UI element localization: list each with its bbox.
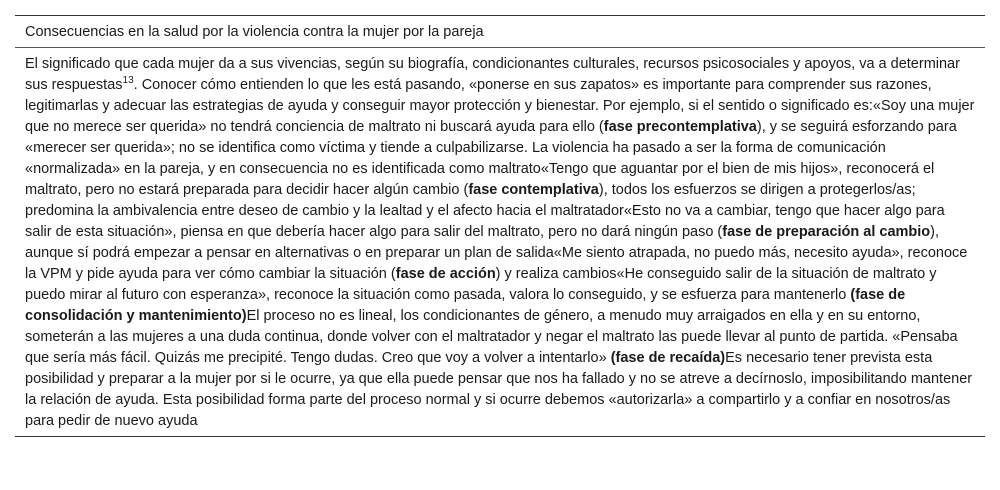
reference-superscript[interactable]: 13 <box>122 75 134 87</box>
body-text-6: ) y realiza cambios«He conseguido salir de la situación de maltrato y puedo mirar al futuro con esperanza», reconoce la situación como pasada, valora lo conseguido, y se esfuerza para mantenerlo <box>25 266 937 303</box>
stage-preparation: fase de preparación al cambio <box>722 224 931 240</box>
body-text-5: ), aunque sí podrá empezar a pensar en alternativas o en preparar un plan de salida«Me siento atrapada, no puedo más, necesito ayuda», reconoce la VPM y pide ayuda para ver cómo cambiar la situación ( <box>25 224 968 282</box>
body-text-2: . Conocer cómo entienden lo que les está pasando, «ponerse en sus zapatos» es importante para comprender sus razones, legitimarlas y adecuar las estrategias de ayuda y conseguir mayor protección y bienestar. Por ejemplo, si el sentido o significado es:«Soy una mujer que no merece ser querida» no tendrá conciencia de maltrato ni buscará ayuda para ello ( <box>25 77 975 135</box>
table-bottom-rule <box>15 436 985 437</box>
body-text-1: El significado que cada mujer da a sus vivencias, según su biografía, condicionantes culturales, recursos psicosociales y apoyos, va a determinar sus respuestas <box>25 56 960 93</box>
table-header: Consecuencias en la salud por la violencia contra la mujer por la pareja <box>25 24 484 40</box>
body-text-8: Es necesario tener prevista esta posibilidad y preparar a la mujer por si le ocurre, ya que ella puede pensar que nos ha fallado y no se atreve a decírnoslo, imposibilitando mantener la relación de ayuda. Esta posibilidad forma parte del proceso normal y si ocurre debemos «autorizarla» a compartirlo y a confiar en nosotros/as para pedir de nuevo ayuda <box>25 350 973 429</box>
document-table <box>15 15 985 437</box>
body-text-7: El proceso no es lineal, los condicionantes de género, a menudo muy arraigados en ella y en su entorno, someterán a las mujeres a una duda continua, donde volver con el maltratador y negar el maltrato las puede llevar al punto de partida. «Pensaba que sería más fácil. Quizás me precipité. Tengo dudas. Creo que voy a volver a intentarlo» <box>25 308 958 366</box>
stage-action: fase de acción <box>395 266 496 282</box>
body-text-3: ), y se seguirá esforzando para «merecer ser querida»; no se identifica como víctima y tiende a culpabilizarse. La violencia ha pasado a ser la forma de comunicación «normalizada» en la pareja, y en consecuencia no es identificada como maltrato«Tengo que aguantar por el bien de mis hijos», reconocerá el maltrato, pero no estará preparada para decidir hacer algún cambio ( <box>25 119 957 198</box>
stage-relapse: (fase de recaída) <box>610 350 726 366</box>
stage-contemplative: fase contemplativa <box>468 182 599 198</box>
stage-maintenance: (fase de consolidación y mantenimiento) <box>25 287 906 324</box>
table-body-paragraph <box>15 48 985 436</box>
stage-precontemplative: fase precontemplativa <box>603 119 757 135</box>
body-text-4: ), todos los esfuerzos se dirigen a protegerlos/as; predomina la ambivalencia entre deseo de cambio y la lealtad y el afecto hacia el maltratador«Esto no va a cambiar, tengo que hacer algo para salir de esta situación», piensa en que debería hacer algo para salir del maltrato, pero no dará ningún paso ( <box>25 182 945 240</box>
